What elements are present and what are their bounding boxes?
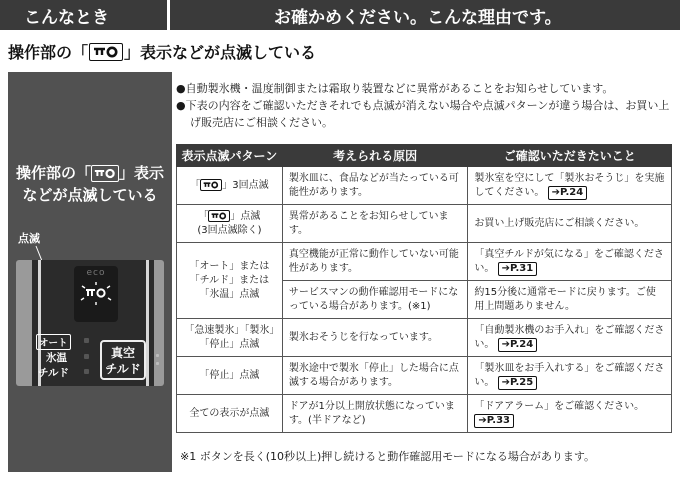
cause-cell: ドアが1分以上開放状態になっています。(半ドアなど) xyxy=(282,395,468,433)
pattern-cell: 「オート」または「チルド」または「氷温」点滅 xyxy=(177,243,283,319)
check-cell xyxy=(468,319,672,357)
cause-cell: サービスマンの動作確認用モードになっている場合があります。(※1) xyxy=(282,281,468,319)
pattern-cell xyxy=(177,205,283,243)
cause-cell: 真空機能が正常に動作していない可能性があります。 xyxy=(282,243,468,281)
column-header: 表示点滅パターン xyxy=(177,145,283,167)
panel-rail xyxy=(146,260,149,386)
table-row xyxy=(177,395,672,433)
check-text: 「自動製氷機のお手入れ」をご確認ください。 xyxy=(474,324,665,350)
key-icon xyxy=(200,179,222,191)
table-row xyxy=(177,205,672,243)
pattern-cell: 「停止」点滅 xyxy=(177,357,283,395)
cause-cell: 製氷途中で製氷「停止」した場合に点滅する場合があります。 xyxy=(282,357,468,395)
table-header-row xyxy=(177,145,672,167)
chilled-label: チルド xyxy=(38,367,69,379)
section-title-suffix: 」表示などが点滅している xyxy=(124,43,317,62)
column-header: 考えられる原因 xyxy=(282,145,468,167)
check-text: 製氷室を空にして「製氷おそうじ」を実施してください。 xyxy=(474,172,665,198)
check-cell xyxy=(468,243,672,281)
left-panel-line2: などが点滅している xyxy=(22,186,158,204)
pattern-suffix: 」点滅 xyxy=(230,210,261,222)
hyoon-label: 氷温 xyxy=(46,352,67,364)
intro-notes xyxy=(176,80,676,131)
indicator-dot xyxy=(84,369,89,374)
table-row xyxy=(177,319,672,357)
pattern-prefix: 「 xyxy=(198,210,209,222)
column-header: ご確認いただきたいこと xyxy=(468,145,672,167)
check-cell xyxy=(468,167,672,205)
eco-text: eco xyxy=(86,268,106,278)
check-cell xyxy=(468,357,672,395)
key-icon xyxy=(89,43,123,61)
blink-label: 点滅 xyxy=(18,232,40,245)
page-reference-link[interactable]: ➔P.25 xyxy=(498,376,538,390)
cause-cell: 製氷おそうじを行なっています。 xyxy=(282,319,468,357)
footnote: ※1 ボタンを長く(10秒以上)押し続けると動作確認用モードになる場合があります。 xyxy=(180,450,595,463)
section-title-prefix: 操作部の「 xyxy=(8,43,89,62)
page-reference-link[interactable]: ➔P.31 xyxy=(498,262,538,276)
check-text: 「真空チルドが気になる」をご確認ください。 xyxy=(474,248,664,274)
check-cell xyxy=(468,395,672,433)
page-reference-link[interactable]: ➔P.24 xyxy=(548,186,588,200)
check-text: 「ドアアラーム」をご確認ください。 xyxy=(474,400,645,412)
note-item: ●下表の内容をご確認いただきそれでも点滅が消えない場合や点滅パターンが違う場合は、お買い上げ販売店にご相談ください。 xyxy=(176,99,670,129)
vacuum-chilled-button xyxy=(100,340,146,380)
left-panel xyxy=(8,72,172,472)
left-panel-title xyxy=(8,162,172,206)
section-title xyxy=(8,40,316,63)
header-right: お確かめください。こんな理由です。 xyxy=(170,0,680,30)
left-panel-line1-suffix: 」表示 xyxy=(119,164,165,182)
pattern-cell: 全ての表示が点滅 xyxy=(177,395,283,433)
left-panel-line1-prefix: 操作部の「 xyxy=(15,164,91,182)
page-reference-link[interactable]: ➔P.24 xyxy=(498,338,538,352)
auto-label: オート xyxy=(36,334,71,350)
pattern-prefix: 「 xyxy=(190,179,201,191)
header-left: こんなとき xyxy=(0,0,170,30)
pattern-cell xyxy=(177,167,283,205)
pattern-subtext: (3回点滅除く) xyxy=(197,224,262,236)
page-reference-link[interactable]: ➔P.33 xyxy=(474,414,514,428)
note-item: ●自動製氷機・温度制御または霜取り装置などに異常があることをお知らせしています。 xyxy=(176,82,614,95)
check-text: 「製氷皿をお手入れする」をご確認ください。 xyxy=(474,362,665,388)
indicator-dot xyxy=(84,354,89,359)
troubleshooting-table xyxy=(176,144,672,433)
check-cell: 約15分後に通常モードに戻ります。ご使用上問題ありません。 xyxy=(468,281,672,319)
check-cell: お買い上げ販売店にご相談ください。 xyxy=(468,205,672,243)
key-icon xyxy=(208,210,230,222)
header-bar xyxy=(0,0,680,30)
key-icon xyxy=(91,165,119,182)
pattern-cell: 「急速製氷」「製氷」「停止」点滅 xyxy=(177,319,283,357)
pattern-suffix: 」3回点滅 xyxy=(222,179,269,191)
table-row xyxy=(177,243,672,281)
control-panel-illustration xyxy=(16,260,164,386)
vacuum-chilled-button-line2: チルド xyxy=(105,362,141,376)
cause-cell: 製氷皿に、食品などが当たっている可能性があります。 xyxy=(282,167,468,205)
table-row xyxy=(177,357,672,395)
blinking-key-icon xyxy=(78,280,114,308)
cause-cell: 異常があることをお知らせしています。 xyxy=(282,205,468,243)
indicator-dot xyxy=(84,338,89,343)
eco-display xyxy=(74,266,118,322)
vacuum-chilled-button-line1: 真空 xyxy=(110,346,135,360)
indicator-dot xyxy=(156,362,159,365)
table-row xyxy=(177,167,672,205)
indicator-dot xyxy=(156,354,159,357)
